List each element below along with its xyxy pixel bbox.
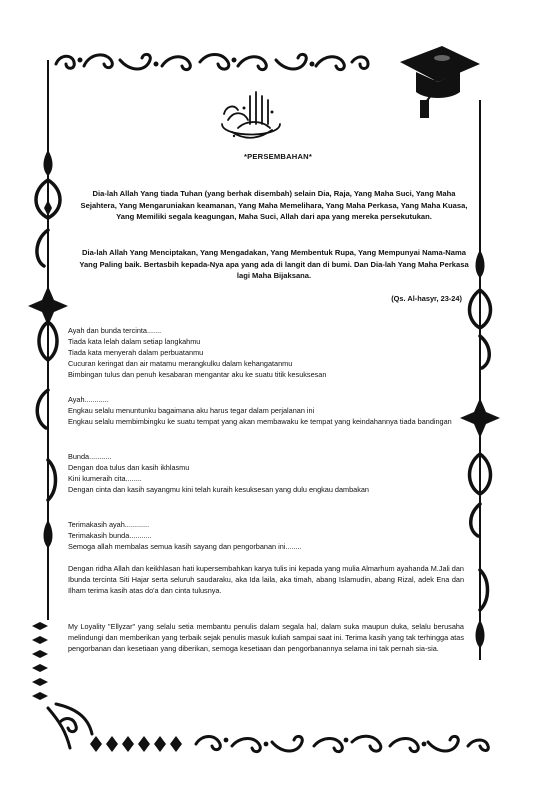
dedication-thanks [68, 520, 464, 553]
dedication-mother [68, 452, 464, 496]
mother-line: Kini kumeraih cita........ [68, 473, 142, 483]
thanks-line: Semoga allah membalas semua kasih sayang dan pengorbanan ini........ [68, 541, 302, 551]
thanks-line: Terimakasih ayah............ [68, 520, 150, 529]
mother-line: Dengan cinta dan kasih sayangmu kini telah kuraih kesuksesan yang dulu engkau dambakan [68, 484, 369, 494]
calligraphy-emblem [214, 84, 288, 144]
parents-line: Tiada kata lelah dalam setiap langkahmu [68, 336, 201, 346]
father-line: Engkau selalu membimbingku ke suatu tempat yang akan membawaku ke tempat yang keindahannya tiada bandingan [68, 416, 452, 426]
father-heading: Ayah............ [68, 395, 109, 404]
dedication-loyalty: My Loyality "Ellyzar" yang selalu setia membantu penulis dalam segala hal, dalam suka maupun duka, selalu berusaha melindungi dan memberikan yang terbaik sejak penulis masuk kuliah sampai saat ini. Terima kasih yang tak terhingga atas pengorbanan dan kesetiaan yang diberikan, semoga kesetiaan dan pengorbanannya selama ini tak pernah sia-sia. [68, 622, 464, 653]
dedication-father [68, 395, 464, 428]
parents-line: Bimbingan tulus dan penuh kesabaran mengantar aku ke suatu titik kesuksesan [68, 369, 327, 379]
dedication-sincerity: Dengan ridha Allah dan keikhlasan hati kupersembahkan karya tulis ini kepada yang mulia Almarhum ayahanda M.Jali dan Ibunda tercinta Siti Hajar serta seluruh saudaraku, aka Ida laila, aka timah, abang Islamudin, abang Rizal, adek Ena dan Ilham terima kasih atas do'a dan cinta tulusnya. [68, 564, 464, 595]
thanks-line: Terimakasih bunda........... [68, 530, 152, 540]
parents-line: Tiada kata menyerah dalam perbuatanmu [68, 347, 204, 357]
verse-reference: (Qs. Al-hasyr, 23-24) [391, 294, 462, 303]
father-line: Engkau selalu menuntunku bagaimana aku harus tegar dalam perjalanan ini [68, 405, 315, 415]
ornament-top-left [50, 48, 375, 76]
mother-heading: Bunda........... [68, 452, 112, 461]
page-title: *PERSEMBAHAN* [244, 152, 312, 161]
verse-paragraph-1: Dia-lah Allah Yang tiada Tuhan (yang berhak disembah) selain Dia, Raja, Yang Maha Suci, Yang Maha Sejahtera, Yang Mengaruniakan keamanan, Yang Maha Memelihara, Yang Maha Perkasa, Yang Maha Kuasa, Yang Memiliki segala keagungan, Maha Suci, Allah dari apa yang mereka persekutukan. [80, 189, 468, 222]
vine-border-left [28, 60, 68, 620]
verse-paragraph-2: Dia-lah Allah Yang Menciptakan, Yang Mengadakan, Yang Membentuk Rupa, Yang Mempunyai Nama-Nama Yang Paling baik. Bertasbih kepada-Nya apa yang ada di langit dan di bumi. Dan Dia-lah Yang Maha Perkasa lagi Maha Bijaksana. [79, 248, 469, 281]
parents-line: Cucuran keringat dan air matamu merangkulku dalam kehangatanmu [68, 358, 293, 368]
dedication-parents [68, 326, 464, 381]
mother-line: Dengan doa tulus dan kasih ikhlasmu [68, 462, 190, 472]
parents-heading: Ayah dan bunda tercinta....... [68, 326, 162, 335]
vine-border-right [460, 100, 500, 660]
